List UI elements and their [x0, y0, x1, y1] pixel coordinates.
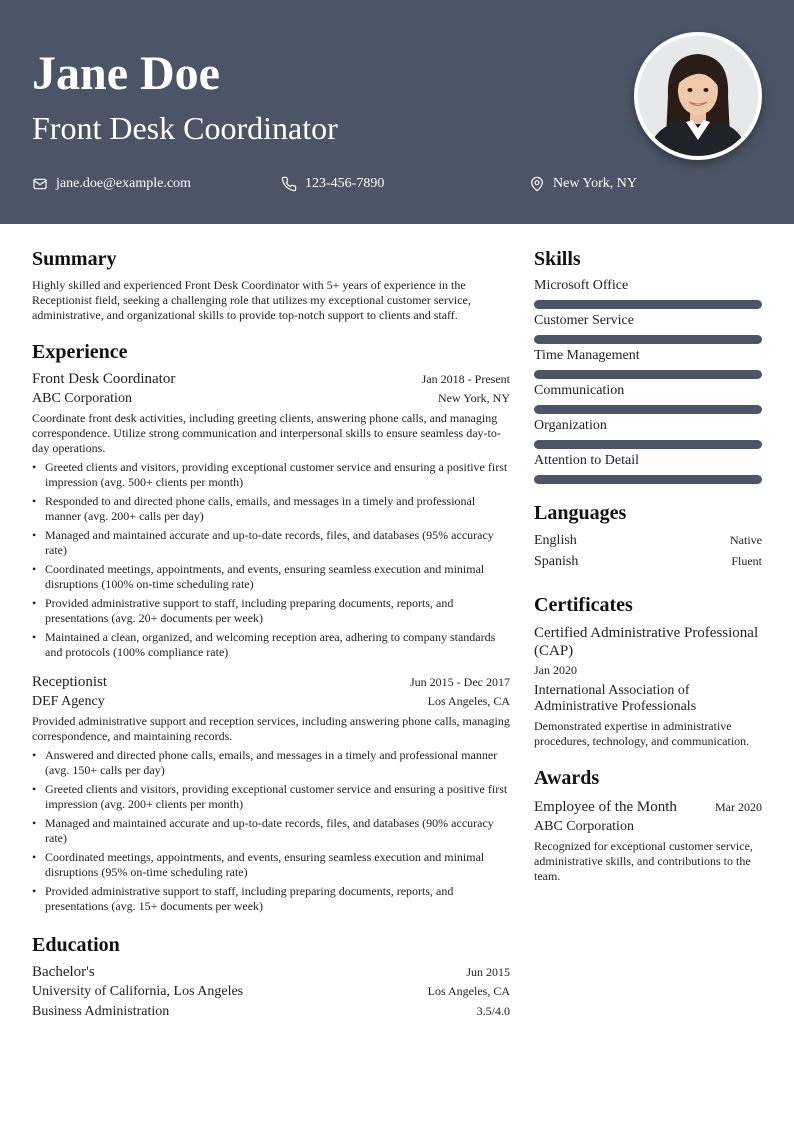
skill-name: Microsoft Office	[534, 278, 629, 293]
award-entry	[534, 797, 762, 884]
skill-bar	[534, 405, 762, 414]
school-location: Los Angeles, CA	[427, 984, 510, 998]
award-description: Recognized for exceptional customer service, administrative skills, and contributions to the team.	[534, 839, 753, 883]
language-level: Fluent	[731, 554, 762, 568]
awards-heading: Awards	[534, 767, 600, 789]
summary-text: Highly skilled and experienced Front Desk Coordinator with 5+ years of experience in the Receptionist field, seeking a challenging role that utilizes my exceptional customer service, administrative, and organizational skills to provide top-notch support to clients and staff.	[32, 278, 471, 322]
location-text: New York, NY	[553, 176, 638, 191]
contact-phone[interactable]	[281, 174, 384, 194]
contact-location	[529, 174, 637, 194]
mail-icon	[32, 176, 48, 192]
bullet-item: • Coordinated meetings, appointments, and events, ensuring seamless execution and minimal disruptions (95% on-time scheduling rate)	[32, 850, 510, 880]
job-description: Coordinate front desk activities, including greeting clients, answering phone calls, and managing correspondence. Utilize strong communication and interpersonal skills to ensure seamless day-to-day operations.	[32, 411, 501, 455]
field-of-study: Business Administration	[32, 1004, 170, 1019]
bullet-item: • Coordinated meetings, appointments, and events, ensuring seamless execution and minimal disruptions (100% on-time scheduling rate)	[32, 562, 510, 592]
certificate-date: Jan 2020	[534, 663, 577, 677]
skill-name: Time Management	[534, 348, 640, 363]
job-title: Front Desk Coordinator	[32, 371, 176, 387]
phone-icon	[281, 176, 297, 192]
bullet-item: • Managed and maintained accurate and up-to-date records, files, and databases (90% accuracy rate)	[32, 816, 510, 846]
skill-item	[534, 346, 762, 379]
job-title: Receptionist	[32, 674, 107, 690]
skill-name: Customer Service	[534, 313, 634, 328]
gpa: 3.5/4.0	[476, 1004, 510, 1018]
contact-email[interactable]	[32, 174, 191, 194]
award-date: Mar 2020	[715, 800, 762, 814]
languages-heading: Languages	[534, 502, 627, 524]
skill-bar	[534, 370, 762, 379]
skill-item	[534, 381, 762, 414]
certificate-name: Certified Administrative Professional (CAP)	[534, 625, 759, 659]
certificate-entry	[534, 624, 762, 749]
bullet-item: • Answered and directed phone calls, emails, and messages in a timely and professional manner (avg. 150+ calls per day)	[32, 748, 510, 778]
skill-bar	[534, 335, 762, 344]
job-dates: Jun 2015 - Dec 2017	[410, 675, 510, 689]
skill-item	[534, 451, 762, 484]
job-dates: Jan 2018 - Present	[421, 372, 510, 386]
job-location: New York, NY	[437, 391, 510, 405]
bullet-item: • Provided administrative support to staff, including preparing documents, reports, and presentations (avg. 20+ documents per week)	[32, 596, 510, 626]
job-company: DEF Agency	[32, 694, 105, 709]
job-description: Provided administrative support and reception services, including answering phone calls, managing correspondence, and maintaining records.	[32, 714, 510, 743]
skill-name: Communication	[534, 383, 625, 398]
language-name: English	[534, 533, 577, 548]
right-column	[534, 244, 762, 884]
skill-item	[534, 276, 762, 309]
degree: Bachelor's	[32, 964, 95, 980]
profile-photo	[634, 32, 762, 160]
job-entry	[32, 369, 510, 660]
job-bullets	[32, 748, 510, 914]
job-location: Los Angeles, CA	[427, 694, 510, 708]
job-entry	[32, 672, 510, 914]
skills-heading: Skills	[534, 248, 581, 270]
phone-text: 123-456-7890	[305, 176, 385, 191]
job-bullets	[32, 460, 510, 660]
bullet-item: • Responded to and directed phone calls, emails, and messages in a timely and professional manner (avg. 200+ calls per day)	[32, 494, 510, 524]
bullet-item: • Maintained a clean, organized, and welcoming reception area, adhering to company standards and protocols (100% compliance rate)	[32, 630, 510, 660]
languages-list	[534, 530, 762, 572]
summary-heading: Summary	[32, 248, 117, 270]
skills-list	[534, 276, 762, 484]
award-name: Employee of the Month	[534, 799, 677, 815]
skill-item	[534, 311, 762, 344]
experience-heading: Experience	[32, 341, 128, 363]
avatar-illustration	[638, 36, 758, 156]
certificates-heading: Certificates	[534, 594, 633, 616]
certificate-description: Demonstrated expertise in administrative procedures, technology, and communication.	[534, 719, 750, 748]
bullet-item: • Provided administrative support to staff, including preparing documents, reports, and presentations (avg. 15+ documents per week)	[32, 884, 510, 914]
skill-bar	[534, 440, 762, 449]
left-column	[32, 244, 510, 1022]
skill-bar	[534, 300, 762, 309]
education-date: Jun 2015	[466, 965, 510, 979]
award-organization: ABC Corporation	[534, 819, 634, 834]
skill-bar	[534, 475, 762, 484]
language-item	[534, 551, 762, 572]
school-name: University of California, Los Angeles	[32, 984, 244, 999]
skill-item	[534, 416, 762, 449]
bullet-item: • Managed and maintained accurate and up-to-date records, files, and databases (95% accuracy rate)	[32, 528, 510, 558]
job-title: Front Desk Coordinator	[32, 110, 338, 146]
language-item	[534, 530, 762, 551]
bullet-item: • Greeted clients and visitors, providing exceptional customer service and ensuring a positive first impression (avg. 200+ clients per month)	[32, 782, 510, 812]
language-name: Spanish	[534, 554, 579, 569]
education-heading: Education	[32, 934, 120, 956]
resume-header	[0, 0, 794, 224]
certificate-issuer: International Association of Administrative Professionals	[534, 683, 697, 714]
job-company: ABC Corporation	[32, 391, 132, 406]
skill-name: Attention to Detail	[534, 453, 639, 468]
bullet-item: • Greeted clients and visitors, providing exceptional customer service and ensuring a positive first impression (avg. 500+ clients per month)	[32, 460, 510, 490]
skill-name: Organization	[534, 418, 607, 433]
location-pin-icon	[529, 176, 545, 192]
education-entry	[32, 962, 510, 1022]
candidate-name: Jane Doe	[32, 47, 220, 100]
email-text: jane.doe@example.com	[56, 176, 191, 191]
language-level: Native	[730, 533, 762, 547]
